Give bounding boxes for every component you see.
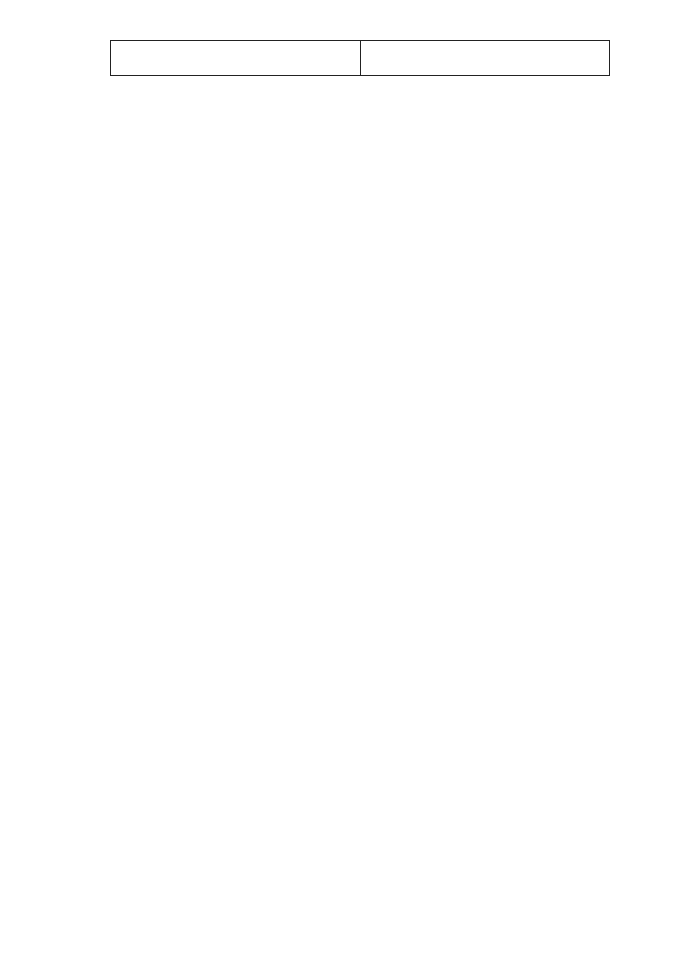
total-value-cell	[360, 41, 610, 76]
total-row	[111, 41, 610, 76]
total-label	[111, 41, 361, 76]
budget-table	[110, 40, 610, 76]
